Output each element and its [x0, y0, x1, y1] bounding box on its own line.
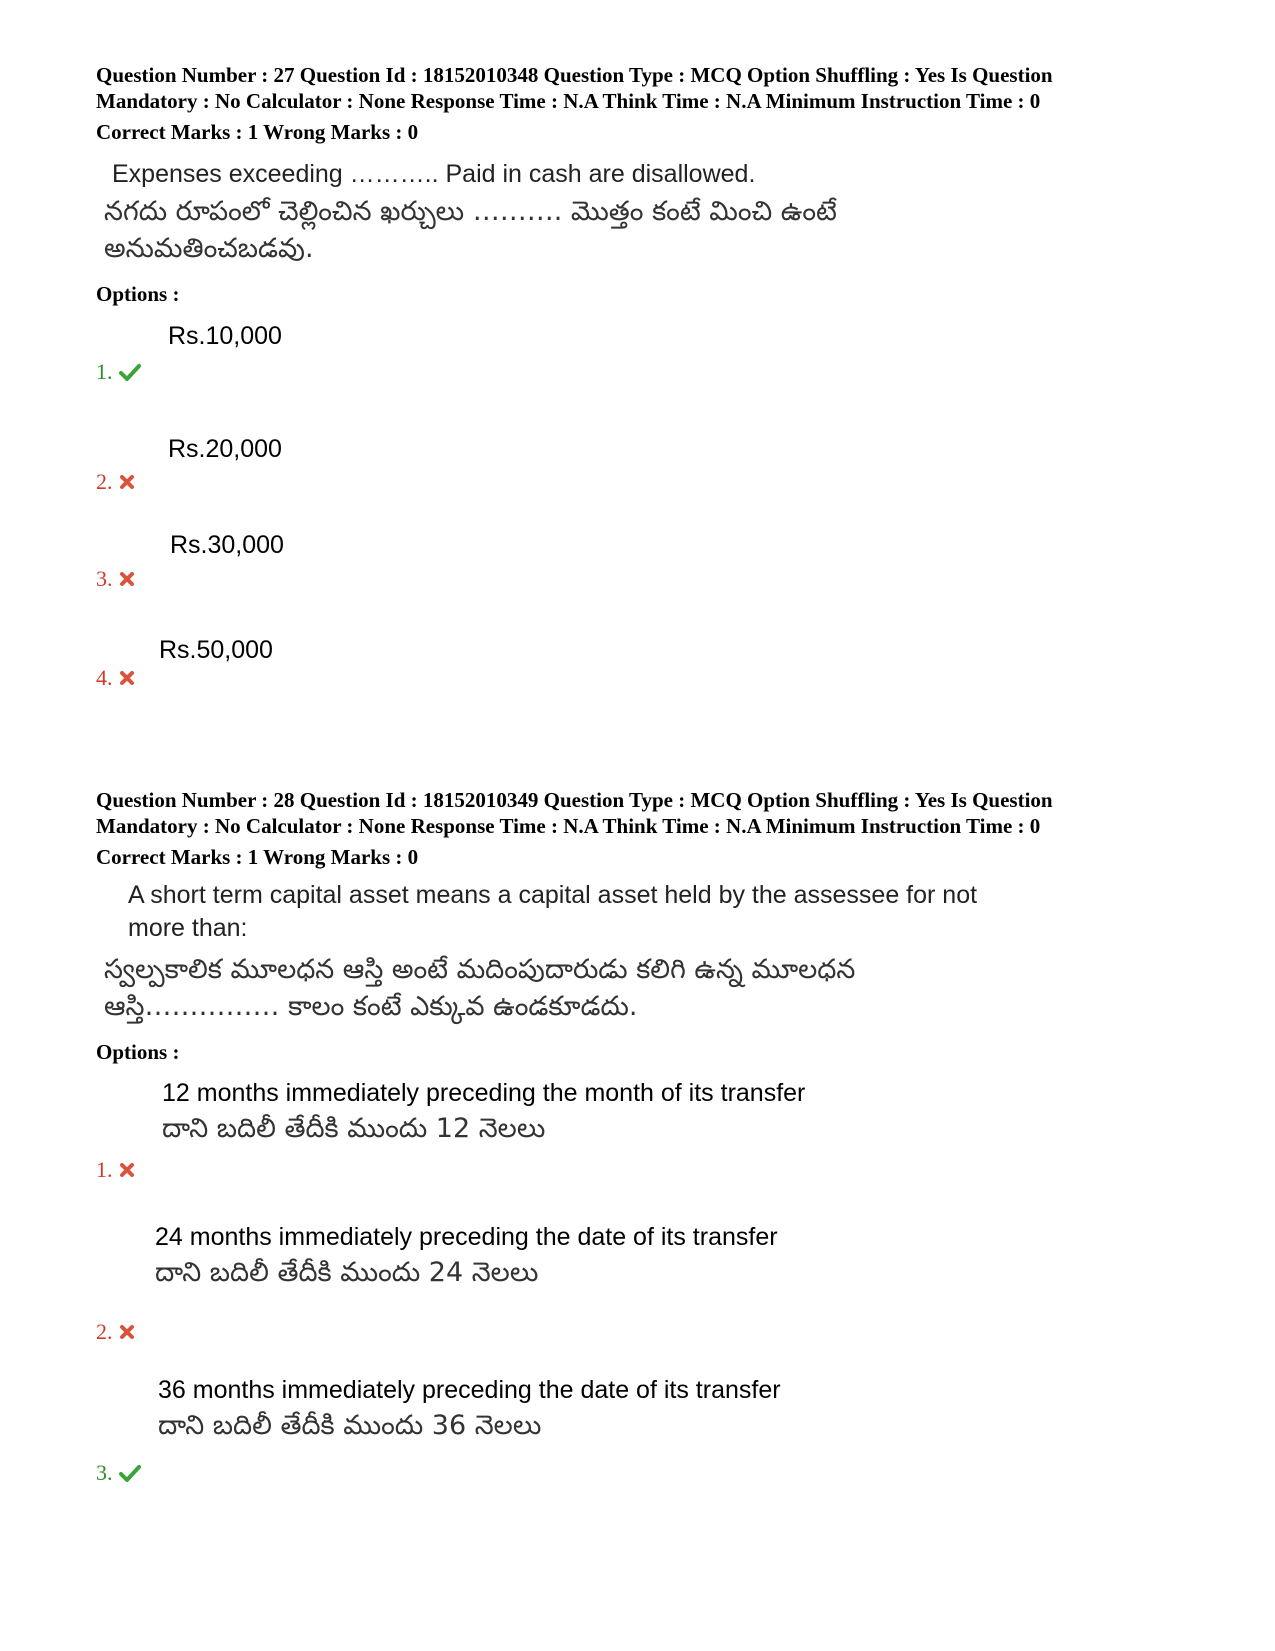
option-text: Rs.50,000 [159, 636, 273, 664]
question-text-english: Expenses exceeding ……….. Paid in cash are disallowed. [112, 160, 756, 188]
option-number-wrong [96, 666, 135, 690]
option-text: Rs.20,000 [168, 435, 282, 463]
option-text [158, 1374, 781, 1444]
option-number: 3. [96, 1460, 113, 1485]
question-text-telugu-line: ఆస్తి…………… కాలం కంటే ఎక్కువ ఉండకూడదు. [104, 991, 638, 1022]
option-text-telugu: దాని బదిలీ తేదీకి ముందు 12 నెలలు [162, 1113, 546, 1144]
option-number-correct [96, 1461, 141, 1485]
question-text-telugu [104, 951, 855, 1025]
option-number: 4. [96, 665, 113, 690]
option-text: Rs.10,000 [168, 322, 282, 350]
question-text [128, 879, 977, 945]
option-text: Rs.30,000 [170, 531, 284, 559]
option-text [155, 1221, 778, 1291]
check-icon [119, 1464, 141, 1482]
question-text-telugu [104, 193, 837, 267]
option-number-wrong [96, 470, 135, 494]
option-number-wrong [96, 567, 135, 591]
question-marks: Correct Marks : 1 Wrong Marks : 0 [96, 120, 419, 144]
option-text-english: 24 months immediately preceding the date of its transfer [155, 1223, 778, 1251]
cross-icon [119, 474, 135, 490]
question-meta-line-2: Mandatory : No Calculator : None Response Time : N.A Think Time : N.A Minimum Instruction Time : 0 [96, 89, 1041, 113]
option-number-wrong [96, 1320, 135, 1344]
question-meta-line-1: Question Number : 28 Question Id : 18152010349 Question Type : MCQ Option Shuffling : Yes Is Question [96, 788, 1053, 812]
question-text-telugu-line: స్వల్పకాలిక మూలధన ఆస్తి అంటే మదింపుదారుడు కలిగి ఉన్న మూలధన [104, 954, 856, 985]
question-meta-line-1: Question Number : 27 Question Id : 18152010348 Question Type : MCQ Option Shuffling : Yes Is Question [96, 63, 1053, 87]
cross-icon [119, 1324, 135, 1340]
option-number: 1. [96, 359, 113, 384]
option-text-telugu: దాని బదిలీ తేదీకి ముందు 24 నెలలు [155, 1257, 539, 1288]
question-text [112, 158, 755, 191]
question-text-telugu-line: నగదు రూపంలో చెల్లించిన ఖర్చులు ………. మొత్తం కంటే మించి ఉంటే [104, 196, 837, 227]
option-number: 2. [96, 469, 113, 494]
check-icon [119, 363, 141, 381]
option-text-english: 36 months immediately preceding the date of its transfer [158, 1376, 781, 1404]
option-number: 2. [96, 1319, 113, 1344]
option-number: 1. [96, 1157, 113, 1182]
option-number-wrong [96, 1158, 135, 1182]
options-label: Options : [96, 282, 180, 306]
option-number-correct [96, 360, 141, 384]
options-label: Options : [96, 1040, 180, 1064]
option-number: 3. [96, 566, 113, 591]
option-text-telugu: దాని బదిలీ తేదీకి ముందు 36 నెలలు [158, 1410, 542, 1441]
question-text-telugu-line: అనుమతించబడవు. [104, 233, 314, 264]
cross-icon [119, 1162, 135, 1178]
question-meta-line-2: Mandatory : No Calculator : None Response Time : N.A Think Time : N.A Minimum Instruction Time : 0 [96, 814, 1041, 838]
question-text-english-line: more than: [128, 914, 248, 942]
cross-icon [119, 670, 135, 686]
question-text-english-line: A short term capital asset means a capital asset held by the assessee for not [128, 881, 978, 909]
option-text-english: 12 months immediately preceding the month of its transfer [162, 1079, 806, 1107]
cross-icon [119, 571, 135, 587]
option-text [162, 1077, 805, 1147]
question-marks: Correct Marks : 1 Wrong Marks : 0 [96, 845, 419, 869]
